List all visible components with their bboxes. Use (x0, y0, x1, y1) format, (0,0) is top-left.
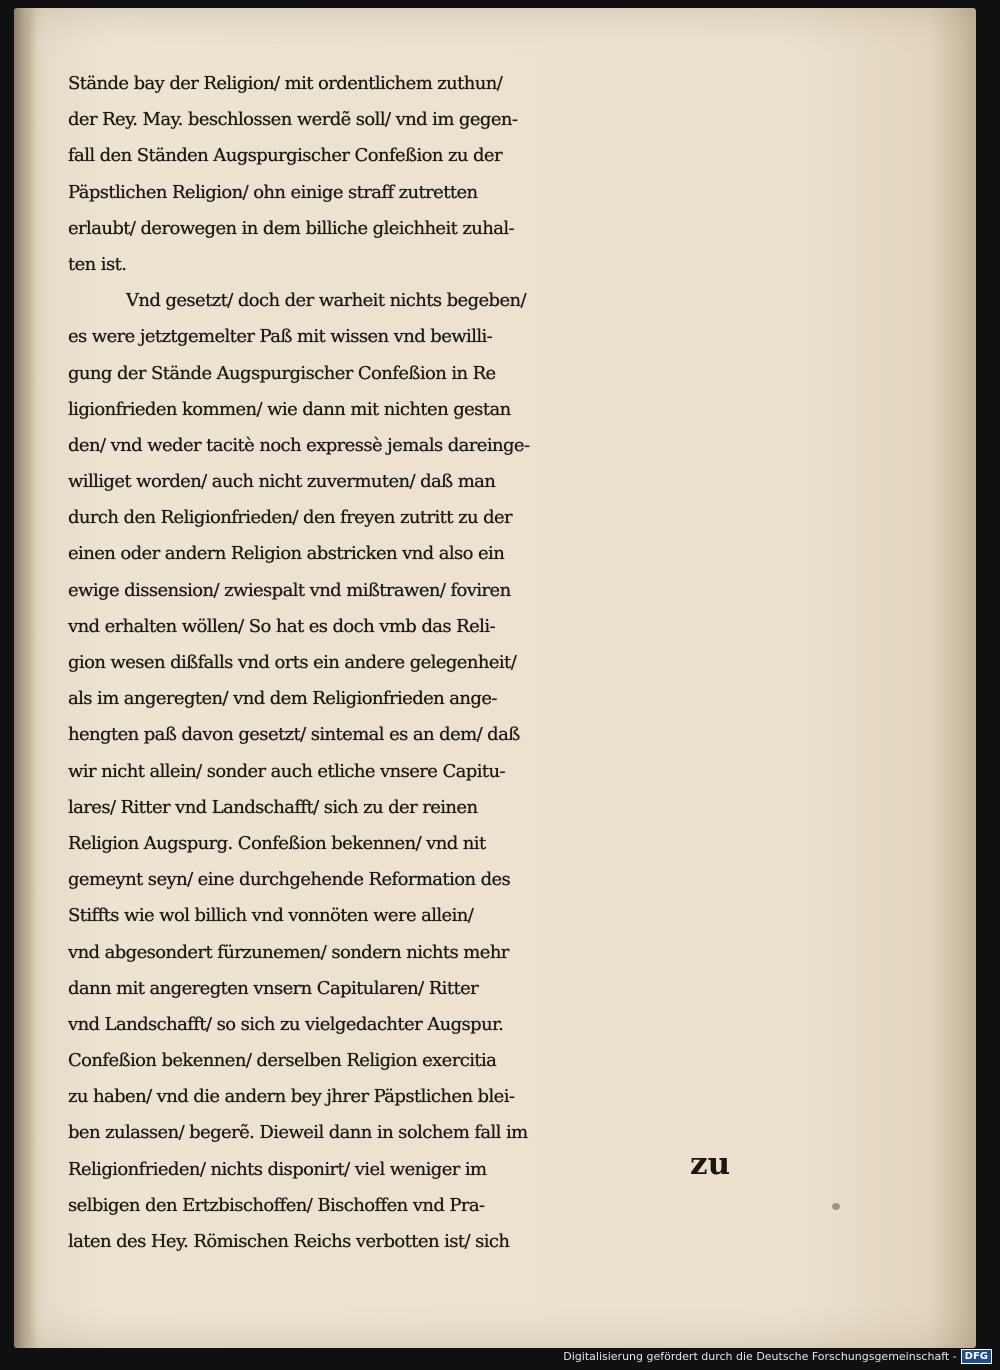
text-line: es were jetztgemelter Paß mit wissen vnd bewilli- (68, 326, 493, 348)
text-line: ewige dissension/ zwiespalt vnd mißtrawen/ foviren (68, 579, 511, 601)
page-text-block (68, 66, 738, 1260)
text-line: ligionfrieden kommen/ wie dann mit nichten gestan (68, 398, 511, 420)
text-line: als im angeregten/ vnd dem Religionfrieden ange- (68, 688, 497, 710)
text-line: einen oder andern Religion abstricken vnd also ein (68, 543, 505, 565)
text-line: hengten paß davon gesetzt/ sintemal es an dem/ daß (68, 724, 520, 746)
text-line: Stiffts wie wol billich vnd vonnöten were allein/ (68, 905, 474, 927)
text-line: Confeßion bekennen/ derselben Religion exercitia (68, 1050, 497, 1072)
text-line: dann mit angeregten vnsern Capitularen/ Ritter (68, 977, 479, 999)
text-line: vnd Landschafft/ so sich zu vielgedachter Augspur. (68, 1013, 504, 1035)
text-line: zu haben/ vnd die andern bey jhrer Päpstlichen blei- (68, 1086, 515, 1108)
text-line: Vnd gesetzt/ doch der warheit nichts begeben/ (126, 290, 526, 312)
text-line: selbigen den Ertzbischoffen/ Bischoffen vnd Pra- (68, 1194, 485, 1216)
text-line: fall den Ständen Augspurgischer Confeßion zu der (68, 145, 502, 167)
text-line: gion wesen dißfalls vnd orts ein andere gelegenheit/ (68, 652, 517, 673)
text-line: Päpstlichen Religion/ ohn einige straff zutretten (68, 181, 478, 203)
dfg-logo: DFG (961, 1349, 992, 1364)
text-line: wir nicht allein/ sonder auch etliche vnsere Capitu- (68, 760, 505, 782)
text-line: Religion Augspurg. Confeßion bekennen/ vnd nit (68, 832, 486, 854)
digitization-footer (563, 1346, 992, 1366)
paper-speck (832, 1203, 840, 1210)
text-line: Religionfrieden/ nichts disponirt/ viel weniger im (68, 1158, 487, 1180)
text-line: durch den Religionfrieden/ den freyen zutritt zu der (68, 507, 513, 529)
page-binding-edge (14, 8, 36, 1348)
book-page (14, 8, 976, 1348)
text-line: gemeynt seyn/ eine durchgehende Reformation des (68, 869, 511, 891)
text-line: erlaubt/ derowegen in dem billiche gleichheit zuhal- (68, 217, 515, 239)
text-line: ten ist. (68, 253, 127, 275)
text-line: laten des Hey. Römischen Reichs verbotten ist/ sich (68, 1231, 510, 1252)
funding-credit: Digitalisierung gefördert durch die Deutsche Forschungsgemeinschaft - (563, 1349, 957, 1363)
text-line: Stände bay der Religion/ mit ordentlichem zuthun/ (68, 73, 503, 94)
text-line: gung der Stände Augspurgischer Confeßion in Re (68, 362, 496, 384)
text-line: vnd abgesondert fürzunemen/ sondern nichts mehr (68, 941, 509, 963)
catchword: zu (690, 1146, 731, 1182)
text-line: lares/ Ritter vnd Landschafft/ sich zu der reinen (68, 796, 478, 818)
text-line: ben zulassen/ begerẽ. Dieweil dann in solchem fall im (68, 1122, 528, 1144)
text-line: den/ vnd weder tacitè noch expressè jemals dareinge- (68, 434, 530, 456)
text-line: der Rey. May. beschlossen werdẽ soll/ vnd im gegen- (68, 109, 518, 131)
text-line: williget worden/ auch nicht zuvermuten/ daß man (68, 471, 496, 493)
text-line: vnd erhalten wöllen/ So hat es doch vmb das Reli- (68, 615, 495, 637)
